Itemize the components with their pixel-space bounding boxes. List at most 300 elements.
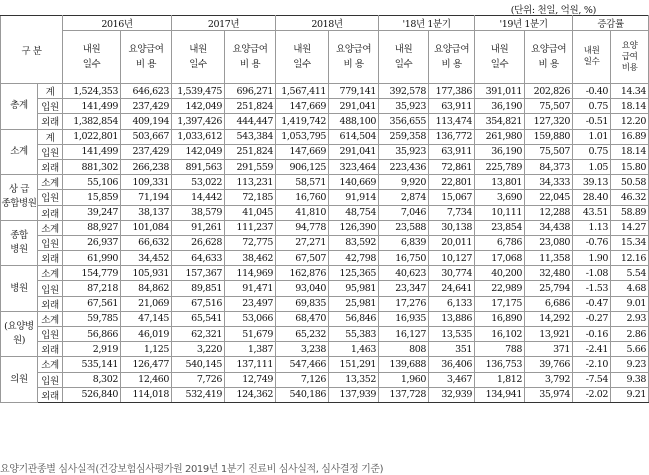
table-row bbox=[1, 144, 649, 159]
metric-header-cost: 요양급여 비 용 bbox=[329, 31, 379, 84]
table-cell: 51,679 bbox=[225, 327, 276, 342]
table-cell: 6,839 bbox=[379, 235, 429, 250]
table-cell: 34,333 bbox=[525, 175, 573, 190]
row-type-label: 입원 bbox=[38, 144, 63, 159]
period-2017: 2017년 bbox=[172, 16, 276, 31]
table-cell: 1.90 bbox=[573, 251, 611, 266]
table-cell: 91,914 bbox=[329, 190, 379, 205]
table-cell: 9.38 bbox=[611, 372, 649, 387]
metric-header-cost: 요양급여 비 용 bbox=[225, 31, 276, 84]
table-cell: 251,824 bbox=[225, 144, 276, 159]
table-cell: 356,655 bbox=[379, 114, 429, 129]
table-cell: 392,578 bbox=[379, 84, 429, 99]
metric-header-cost: 요양 급여 비용 bbox=[611, 31, 649, 84]
table-cell: 94,778 bbox=[276, 220, 329, 235]
table-cell: 6,786 bbox=[475, 235, 525, 250]
table-cell: 16,127 bbox=[379, 327, 429, 342]
metric-header-days: 내원 일수 bbox=[276, 31, 329, 84]
group-label: 병원 bbox=[1, 266, 38, 312]
table-cell: 1,022,801 bbox=[63, 129, 121, 144]
table-cell: 159,880 bbox=[525, 129, 573, 144]
table-cell: 7,046 bbox=[379, 205, 429, 220]
table-cell: 9.21 bbox=[611, 387, 649, 402]
table-cell: 1,524,353 bbox=[63, 84, 121, 99]
table-cell: 7,126 bbox=[276, 372, 329, 387]
table-cell: 1,382,854 bbox=[63, 114, 121, 129]
table-cell: 142,049 bbox=[172, 99, 225, 114]
table-cell: 696,271 bbox=[225, 84, 276, 99]
period-18q1: '18년 1분기 bbox=[379, 16, 475, 31]
table-cell: 3,238 bbox=[276, 342, 329, 357]
table-cell: 47,145 bbox=[121, 311, 172, 326]
table-cell: 142,049 bbox=[172, 144, 225, 159]
table-cell: 18.14 bbox=[611, 144, 649, 159]
table-cell: 141,499 bbox=[63, 144, 121, 159]
table-cell: 87,218 bbox=[63, 281, 121, 296]
table-cell: 72,185 bbox=[225, 190, 276, 205]
table-cell: 30,774 bbox=[429, 266, 475, 281]
table-cell: 63,911 bbox=[429, 144, 475, 159]
table-cell: 16,760 bbox=[276, 190, 329, 205]
table-cell: 36,190 bbox=[475, 99, 525, 114]
table-cell: 65,232 bbox=[276, 327, 329, 342]
table-cell: 1,812 bbox=[475, 372, 525, 387]
metric-header-days: 내원 일수 bbox=[63, 31, 121, 84]
table-cell: 354,821 bbox=[475, 114, 525, 129]
table-cell: 2.86 bbox=[611, 327, 649, 342]
table-cell: 0.75 bbox=[573, 99, 611, 114]
table-cell: 111,237 bbox=[225, 220, 276, 235]
table-cell: 28.40 bbox=[573, 190, 611, 205]
table-cell: 5.54 bbox=[611, 266, 649, 281]
table-cell: 16,890 bbox=[475, 311, 525, 326]
table-cell: 67,507 bbox=[276, 251, 329, 266]
row-type-label: 계 bbox=[38, 129, 63, 144]
table-cell: 251,824 bbox=[225, 99, 276, 114]
metric-header-days: 내원 일수 bbox=[172, 31, 225, 84]
table-cell: 71,194 bbox=[121, 190, 172, 205]
table-cell: 40,200 bbox=[475, 266, 525, 281]
table-cell: 9.01 bbox=[611, 296, 649, 311]
period-19q1: '19년 1분기 bbox=[475, 16, 573, 31]
table-cell: 13,352 bbox=[329, 372, 379, 387]
table-cell: 91,261 bbox=[172, 220, 225, 235]
table-cell: 34,452 bbox=[121, 251, 172, 266]
table-cell: -2.41 bbox=[573, 342, 611, 357]
table-cell: 38,462 bbox=[225, 251, 276, 266]
table-cell: -0.76 bbox=[573, 235, 611, 250]
table-cell: 137,939 bbox=[329, 387, 379, 402]
table-cell: 266,238 bbox=[121, 159, 172, 174]
table-cell: 72,775 bbox=[225, 235, 276, 250]
table-cell: -0.40 bbox=[573, 84, 611, 99]
table-cell: 39,766 bbox=[525, 357, 573, 372]
table-cell: 23,080 bbox=[525, 235, 573, 250]
table-cell: 543,384 bbox=[225, 129, 276, 144]
group-label: 의원 bbox=[1, 357, 38, 403]
table-cell: 67,561 bbox=[63, 296, 121, 311]
table-cell: -2.10 bbox=[573, 357, 611, 372]
table-cell: 540,145 bbox=[172, 357, 225, 372]
division-header: 구 분 bbox=[1, 16, 63, 84]
table-cell: 126,477 bbox=[121, 357, 172, 372]
table-cell: 646,623 bbox=[121, 84, 172, 99]
table-cell: 503,667 bbox=[121, 129, 172, 144]
table-cell: 55,383 bbox=[329, 327, 379, 342]
table-row bbox=[1, 84, 649, 99]
row-type-label: 외래 bbox=[38, 342, 63, 357]
table-cell: 223,436 bbox=[379, 159, 429, 174]
table-cell: 127,320 bbox=[525, 114, 573, 129]
table-cell: 68,470 bbox=[276, 311, 329, 326]
table-cell: 35,923 bbox=[379, 144, 429, 159]
table-cell: 22,045 bbox=[525, 190, 573, 205]
table-row bbox=[1, 220, 649, 235]
metric-header-cost: 요양급여 비 용 bbox=[429, 31, 475, 84]
table-cell: 65,541 bbox=[172, 311, 225, 326]
table-cell: 125,365 bbox=[329, 266, 379, 281]
metric-header-cost: 요양급여 비 용 bbox=[121, 31, 172, 84]
table-cell: 25,794 bbox=[525, 281, 573, 296]
table-body bbox=[1, 84, 649, 403]
row-type-label: 소계 bbox=[38, 220, 63, 235]
table-cell: 38,579 bbox=[172, 205, 225, 220]
table-cell: 154,779 bbox=[63, 266, 121, 281]
table-cell: 12.20 bbox=[611, 114, 649, 129]
table-cell: 23,854 bbox=[475, 220, 525, 235]
table-cell: 15.34 bbox=[611, 235, 649, 250]
table-cell: 42,798 bbox=[329, 251, 379, 266]
table-cell: 906,125 bbox=[276, 159, 329, 174]
table-cell: 526,840 bbox=[63, 387, 121, 402]
table-cell: 147,669 bbox=[276, 99, 329, 114]
table-cell: 14.27 bbox=[611, 220, 649, 235]
table-cell: 7,726 bbox=[172, 372, 225, 387]
table-row bbox=[1, 114, 649, 129]
table-cell: 13,535 bbox=[429, 327, 475, 342]
table-cell: 34,438 bbox=[525, 220, 573, 235]
table-cell: 0.75 bbox=[573, 144, 611, 159]
table-row bbox=[1, 342, 649, 357]
table-cell: 2,919 bbox=[63, 342, 121, 357]
table-cell: 13,801 bbox=[475, 175, 525, 190]
table-cell: 12,288 bbox=[525, 205, 573, 220]
table-row bbox=[1, 311, 649, 326]
table-cell: 62,321 bbox=[172, 327, 225, 342]
metric-header-cost: 요양급여 비 용 bbox=[525, 31, 573, 84]
row-type-label: 계 bbox=[38, 84, 63, 99]
table-cell: 50.58 bbox=[611, 175, 649, 190]
table-cell: 1,397,426 bbox=[172, 114, 225, 129]
table-row bbox=[1, 387, 649, 402]
table-cell: 4.68 bbox=[611, 281, 649, 296]
table-cell: 23,588 bbox=[379, 220, 429, 235]
table-cell: 67,516 bbox=[172, 296, 225, 311]
table-cell: 17,068 bbox=[475, 251, 525, 266]
table-cell: 6,686 bbox=[525, 296, 573, 311]
table-cell: 15.80 bbox=[611, 159, 649, 174]
table-cell: 83,592 bbox=[329, 235, 379, 250]
table-cell: 351 bbox=[429, 342, 475, 357]
table-cell: 157,367 bbox=[172, 266, 225, 281]
table-cell: 26,628 bbox=[172, 235, 225, 250]
table-cell: 35,974 bbox=[525, 387, 573, 402]
table-cell: 39.13 bbox=[573, 175, 611, 190]
table-cell: 101,084 bbox=[121, 220, 172, 235]
table-cell: 36,406 bbox=[429, 357, 475, 372]
row-type-label: 입원 bbox=[38, 372, 63, 387]
table-cell: 323,464 bbox=[329, 159, 379, 174]
table-cell: 12.16 bbox=[611, 251, 649, 266]
table-cell: 13,921 bbox=[525, 327, 573, 342]
row-type-label: 외래 bbox=[38, 251, 63, 266]
table-cell: 46.32 bbox=[611, 190, 649, 205]
table-cell: 3,792 bbox=[525, 372, 573, 387]
table-cell: 56,866 bbox=[63, 327, 121, 342]
table-cell: 488,100 bbox=[329, 114, 379, 129]
table-cell: -2.02 bbox=[573, 387, 611, 402]
table-cell: 12,460 bbox=[121, 372, 172, 387]
table-cell: 14.34 bbox=[611, 84, 649, 99]
group-label: (요양병원) bbox=[1, 311, 38, 357]
table-row bbox=[1, 99, 649, 114]
table-cell: 53,022 bbox=[172, 175, 225, 190]
period-2016: 2016년 bbox=[63, 16, 172, 31]
table-cell: 64,633 bbox=[172, 251, 225, 266]
table-cell: 391,011 bbox=[475, 84, 525, 99]
table-cell: 6,133 bbox=[429, 296, 475, 311]
table-cell: 16,935 bbox=[379, 311, 429, 326]
table-cell: 95,981 bbox=[329, 281, 379, 296]
table-cell: 409,194 bbox=[121, 114, 172, 129]
table-row bbox=[1, 266, 649, 281]
row-type-label: 외래 bbox=[38, 387, 63, 402]
table-cell: 15,067 bbox=[429, 190, 475, 205]
row-type-label: 외래 bbox=[38, 205, 63, 220]
table-row bbox=[1, 296, 649, 311]
table-cell: 202,826 bbox=[525, 84, 573, 99]
table-cell: 3,467 bbox=[429, 372, 475, 387]
table-cell: 371 bbox=[525, 342, 573, 357]
header-row-periods bbox=[1, 16, 649, 31]
table-cell: 18.14 bbox=[611, 99, 649, 114]
table-cell: 881,302 bbox=[63, 159, 121, 174]
table-cell: 1,539,475 bbox=[172, 84, 225, 99]
table-cell: 2,874 bbox=[379, 190, 429, 205]
row-type-label: 소계 bbox=[38, 311, 63, 326]
table-cell: 22,989 bbox=[475, 281, 525, 296]
table-cell: 141,499 bbox=[63, 99, 121, 114]
table-cell: 23,347 bbox=[379, 281, 429, 296]
table-cell: 43.51 bbox=[573, 205, 611, 220]
table-cell: 15,859 bbox=[63, 190, 121, 205]
row-type-label: 외래 bbox=[38, 114, 63, 129]
table-cell: 93,040 bbox=[276, 281, 329, 296]
row-type-label: 입원 bbox=[38, 327, 63, 342]
table-cell: 35,923 bbox=[379, 99, 429, 114]
table-cell: 3,690 bbox=[475, 190, 525, 205]
table-cell: 55,106 bbox=[63, 175, 121, 190]
table-cell: 75,507 bbox=[525, 99, 573, 114]
table-cell: 1,053,795 bbox=[276, 129, 329, 144]
table-cell: -7.54 bbox=[573, 372, 611, 387]
table-cell: 540,186 bbox=[276, 387, 329, 402]
table-cell: 140,669 bbox=[329, 175, 379, 190]
table-cell: 147,669 bbox=[276, 144, 329, 159]
table-cell: 10,127 bbox=[429, 251, 475, 266]
group-label: 상 급 종합병원 bbox=[1, 175, 38, 221]
table-cell: 535,141 bbox=[63, 357, 121, 372]
table-cell: 58,571 bbox=[276, 175, 329, 190]
row-type-label: 소계 bbox=[38, 357, 63, 372]
table-cell: 72,861 bbox=[429, 159, 475, 174]
table-cell: 532,419 bbox=[172, 387, 225, 402]
table-cell: 1,463 bbox=[329, 342, 379, 357]
table-row bbox=[1, 205, 649, 220]
table-cell: 114,969 bbox=[225, 266, 276, 281]
table-cell: 84,373 bbox=[525, 159, 573, 174]
table-cell: 788 bbox=[475, 342, 525, 357]
table-cell: 1,387 bbox=[225, 342, 276, 357]
header-row-metrics bbox=[1, 31, 649, 84]
table-row bbox=[1, 357, 649, 372]
table-cell: -0.16 bbox=[573, 327, 611, 342]
table-cell: 225,789 bbox=[475, 159, 525, 174]
table-cell: 259,358 bbox=[379, 129, 429, 144]
table-cell: -1.53 bbox=[573, 281, 611, 296]
table-row bbox=[1, 190, 649, 205]
table-cell: 9.23 bbox=[611, 357, 649, 372]
table-row bbox=[1, 281, 649, 296]
row-type-label: 외래 bbox=[38, 159, 63, 174]
group-label: 종합 병원 bbox=[1, 220, 38, 266]
table-cell: 237,429 bbox=[121, 144, 172, 159]
table-row bbox=[1, 159, 649, 174]
table-cell: 8,302 bbox=[63, 372, 121, 387]
table-cell: 69,835 bbox=[276, 296, 329, 311]
table-cell: 25,981 bbox=[329, 296, 379, 311]
table-cell: 139,688 bbox=[379, 357, 429, 372]
table-cell: 14,292 bbox=[525, 311, 573, 326]
table-cell: 1,033,612 bbox=[172, 129, 225, 144]
table-cell: 26,937 bbox=[63, 235, 121, 250]
table-cell: 891,563 bbox=[172, 159, 225, 174]
table-cell: 614,504 bbox=[329, 129, 379, 144]
table-cell: 2.93 bbox=[611, 311, 649, 326]
table-cell: 41,810 bbox=[276, 205, 329, 220]
table-cell: 16,102 bbox=[475, 327, 525, 342]
table-cell: 779,141 bbox=[329, 84, 379, 99]
table-cell: 10,111 bbox=[475, 205, 525, 220]
table-row bbox=[1, 327, 649, 342]
table-cell: 91,471 bbox=[225, 281, 276, 296]
table-cell: 59,785 bbox=[63, 311, 121, 326]
table-cell: 32,939 bbox=[429, 387, 475, 402]
row-type-label: 소계 bbox=[38, 266, 63, 281]
group-label: 소계 bbox=[1, 129, 38, 175]
table-cell: 7,734 bbox=[429, 205, 475, 220]
table-cell: 808 bbox=[379, 342, 429, 357]
table-cell: 134,941 bbox=[475, 387, 525, 402]
unit-note: (단위: 천일, 억원, %) bbox=[510, 5, 596, 16]
table-cell: 12,749 bbox=[225, 372, 276, 387]
table-cell: 109,331 bbox=[121, 175, 172, 190]
table-cell: 30,138 bbox=[429, 220, 475, 235]
row-type-label: 입원 bbox=[38, 281, 63, 296]
row-type-label: 입원 bbox=[38, 99, 63, 114]
group-label: 총계 bbox=[1, 84, 38, 130]
row-type-label: 입원 bbox=[38, 190, 63, 205]
table-cell: 136,753 bbox=[475, 357, 525, 372]
table-cell: 22,801 bbox=[429, 175, 475, 190]
table-cell: 126,390 bbox=[329, 220, 379, 235]
table-cell: 16,750 bbox=[379, 251, 429, 266]
table-row bbox=[1, 175, 649, 190]
table-cell: 75,507 bbox=[525, 144, 573, 159]
table-cell: 137,728 bbox=[379, 387, 429, 402]
table-cell: 105,931 bbox=[121, 266, 172, 281]
table-cell: 14,442 bbox=[172, 190, 225, 205]
table-cell: 547,466 bbox=[276, 357, 329, 372]
table-row bbox=[1, 372, 649, 387]
table-cell: 444,447 bbox=[225, 114, 276, 129]
table-cell: 17,276 bbox=[379, 296, 429, 311]
table-cell: 39,247 bbox=[63, 205, 121, 220]
period-growth: 증감률 bbox=[573, 16, 649, 31]
table-cell: 11,358 bbox=[525, 251, 573, 266]
table-cell: 136,772 bbox=[429, 129, 475, 144]
table-row bbox=[1, 251, 649, 266]
metric-header-days: 내원 일수 bbox=[475, 31, 525, 84]
table-cell: 61,990 bbox=[63, 251, 121, 266]
table-cell: 89,851 bbox=[172, 281, 225, 296]
table-cell: 84,862 bbox=[121, 281, 172, 296]
table-cell: 137,111 bbox=[225, 357, 276, 372]
table-cell: 48,754 bbox=[329, 205, 379, 220]
table-cell: 162,876 bbox=[276, 266, 329, 281]
table-cell: 1.01 bbox=[573, 129, 611, 144]
source-caption: 요양기관종별 심사실적(건강보험심사평가원 2019년 1분기 진료비 심사실적, 심사결정 기준) bbox=[0, 464, 384, 475]
table-cell: 1,419,742 bbox=[276, 114, 329, 129]
table-cell: 16.89 bbox=[611, 129, 649, 144]
table-cell: 58.89 bbox=[611, 205, 649, 220]
table-cell: 1.05 bbox=[573, 159, 611, 174]
table-cell: -0.27 bbox=[573, 311, 611, 326]
table-cell: 114,018 bbox=[121, 387, 172, 402]
table-cell: 113,474 bbox=[429, 114, 475, 129]
table-cell: 1,125 bbox=[121, 342, 172, 357]
table-cell: 13,886 bbox=[429, 311, 475, 326]
metric-header-days: 내원 일수 bbox=[573, 31, 611, 84]
table-cell: 9,920 bbox=[379, 175, 429, 190]
table-cell: 1.13 bbox=[573, 220, 611, 235]
table-cell: 27,271 bbox=[276, 235, 329, 250]
table-cell: -1.08 bbox=[573, 266, 611, 281]
table-cell: 56,846 bbox=[329, 311, 379, 326]
table-cell: 151,291 bbox=[329, 357, 379, 372]
table-row bbox=[1, 129, 649, 144]
table-cell: 46,019 bbox=[121, 327, 172, 342]
table-cell: 21,069 bbox=[121, 296, 172, 311]
table-cell: 66,632 bbox=[121, 235, 172, 250]
table-cell: -0.47 bbox=[573, 296, 611, 311]
table-cell: 88,927 bbox=[63, 220, 121, 235]
table-cell: 53,066 bbox=[225, 311, 276, 326]
table-row bbox=[1, 235, 649, 250]
table-cell: 32,480 bbox=[525, 266, 573, 281]
table-cell: -0.51 bbox=[573, 114, 611, 129]
table-cell: 24,641 bbox=[429, 281, 475, 296]
